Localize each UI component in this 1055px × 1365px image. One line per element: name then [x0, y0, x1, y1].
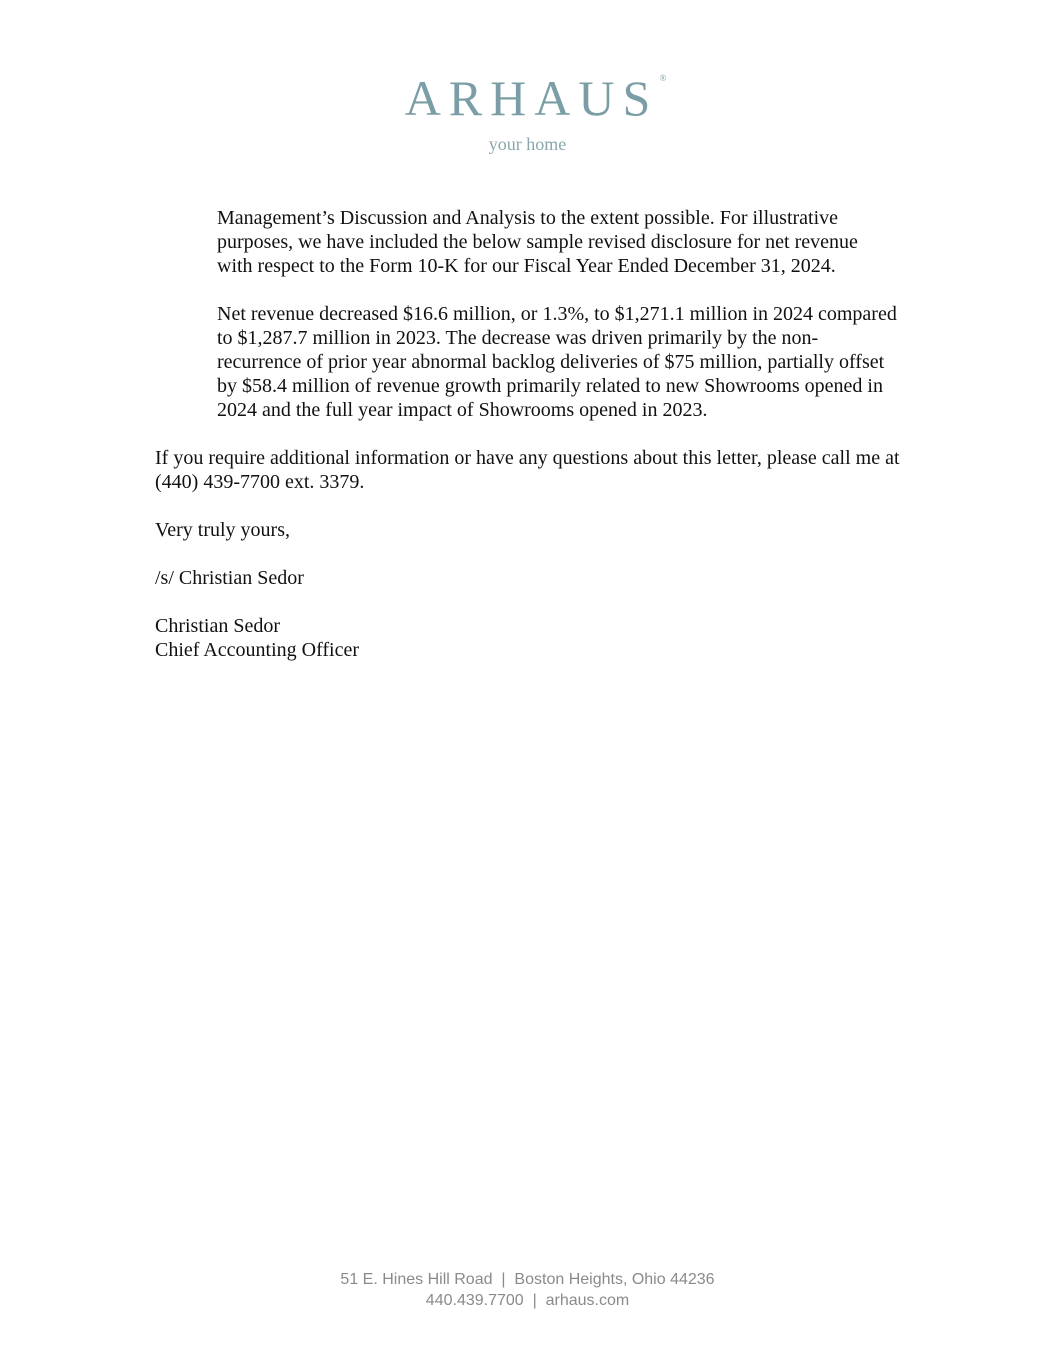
closing-salutation: Very truly yours,	[155, 519, 290, 541]
signer-name: Christian Sedor	[155, 615, 280, 637]
registered-mark: ®	[659, 73, 667, 83]
signature-line: /s/ Christian Sedor	[155, 567, 304, 589]
quoted-paragraph-net-revenue: Net revenue decreased $16.6 million, or 1.3%, to $1,271.1 million in 2024 compared to $1,287.7 million in 2023. The decrease was driven primarily by the non-recurrence of prior year abnormal backlog deliveries of $75 million, partially offset by $58.4 million of revenue growth primarily related to new Showrooms opened in 2024 and the full year impact of Showrooms opened in 2023.	[217, 303, 897, 421]
footer-contact: 440.439.7700 | arhaus.com	[425, 1292, 630, 1309]
contact-paragraph: If you require additional information or have any questions about this letter, please call me at (440) 439-7700 ext. 3379.	[155, 447, 900, 493]
letterhead	[0, 70, 1055, 154]
brand-logo	[397, 70, 667, 126]
quoted-paragraph-mda: Management’s Discussion and Analysis to the extent possible. For illustrative purposes, we have included the below sample revised disclosure for net revenue with respect to the Form 10-K for our Fiscal Year Ended December 31, 2024.	[217, 207, 858, 277]
letter-body	[155, 206, 905, 662]
brand-wordmark: ARHAUS	[404, 70, 659, 126]
letter-footer	[0, 1269, 1055, 1311]
signer-title: Chief Accounting Officer	[155, 639, 360, 661]
footer-address: 51 E. Hines Hill Road | Boston Heights, Ohio 44236	[340, 1271, 715, 1288]
brand-tagline: your home	[488, 134, 567, 154]
